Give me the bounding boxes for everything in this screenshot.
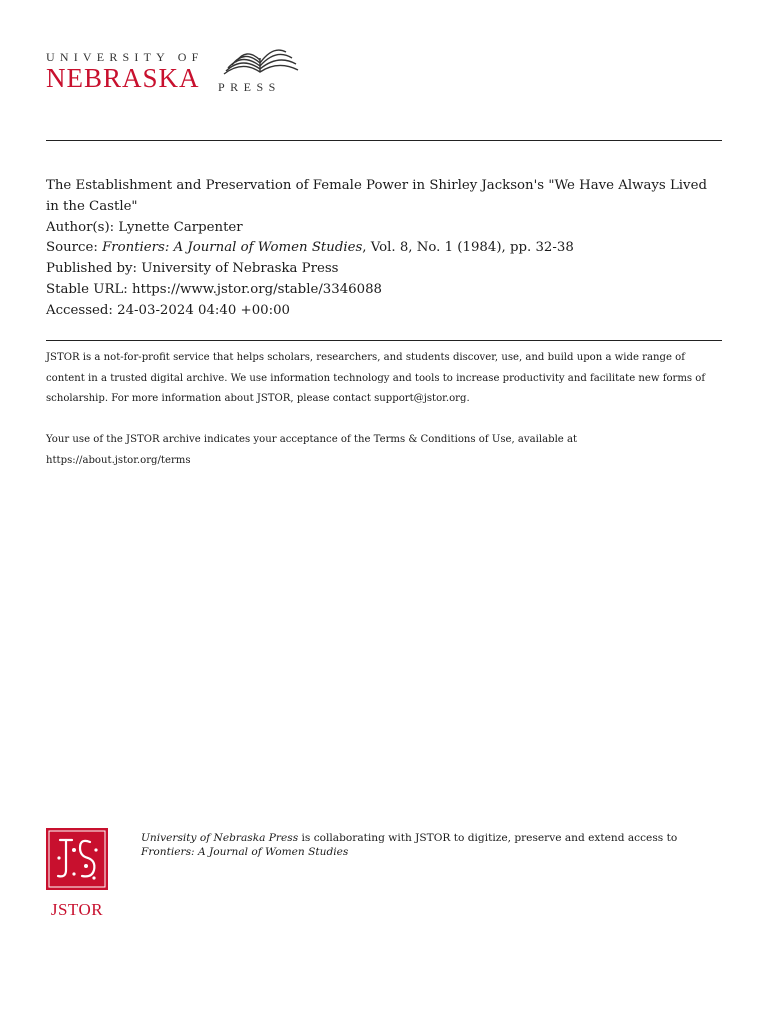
logo-press-text: PRESS	[218, 80, 281, 94]
stable-url-line	[46, 280, 722, 301]
source-label: Source:	[46, 240, 103, 256]
accessed-label: Accessed:	[46, 302, 118, 318]
logo-top-line: UNIVERSITY OF	[46, 50, 204, 64]
jstor-seal-icon	[46, 828, 108, 890]
footer-journal: Frontiers: A Journal of Women Studies	[141, 845, 349, 858]
notice-paragraph-2	[46, 430, 722, 471]
source-journal: Frontiers: A Journal of Women Studies	[102, 240, 363, 256]
notice-paragraph-1: JSTOR is a not-for-profit service that helps scholars, researchers, and students discover, use, and build upon a wide range of content in a trusted digital archive. We use information technology and tools to increase productivity and facilitate new forms of scholarship. For more information about JSTOR, please contact support@jstor.org.	[46, 352, 706, 404]
article-metadata	[46, 176, 722, 322]
publisher-label: Published by:	[46, 261, 142, 277]
terms-link[interactable]: https://about.jstor.org/terms	[46, 454, 191, 466]
footer-publisher: University of Nebraska Press	[141, 832, 299, 844]
author-line	[46, 218, 722, 239]
author-name: Lynette Carpenter	[118, 219, 243, 235]
jstor-logo	[46, 828, 108, 920]
middle-divider	[46, 340, 722, 341]
footer-collab-text: is collaborating with JSTOR to digitize, preserve and extend access to	[298, 832, 678, 844]
author-label: Author(s):	[46, 219, 119, 235]
logo-main-text: NEBRASKA	[46, 63, 200, 93]
article-title: The Establishment and Preservation of Female Power in Shirley Jackson's "We Have Always Lived in the Castle"	[46, 178, 707, 214]
open-book-icon	[218, 46, 302, 80]
source-details: , Vol. 8, No. 1 (1984), pp. 32-38	[362, 240, 574, 256]
stable-url-label: Stable URL:	[46, 281, 132, 297]
top-divider	[46, 140, 722, 141]
jstor-notice	[46, 348, 722, 471]
collaboration-statement	[141, 832, 701, 859]
jstor-logo-text: JSTOR	[50, 900, 104, 919]
publisher-logo	[46, 50, 316, 100]
accessed-date: 24-03-2024 04:40 +00:00	[117, 302, 291, 318]
stable-url-link[interactable]: https://www.jstor.org/stable/3346088	[132, 281, 383, 297]
source-line	[46, 238, 722, 259]
publisher-line	[46, 259, 722, 280]
terms-text: Your use of the JSTOR archive indicates your acceptance of the Terms & Conditions of Use, available at	[46, 434, 578, 445]
accessed-line	[46, 301, 722, 322]
publisher-name: University of Nebraska Press	[141, 261, 339, 277]
